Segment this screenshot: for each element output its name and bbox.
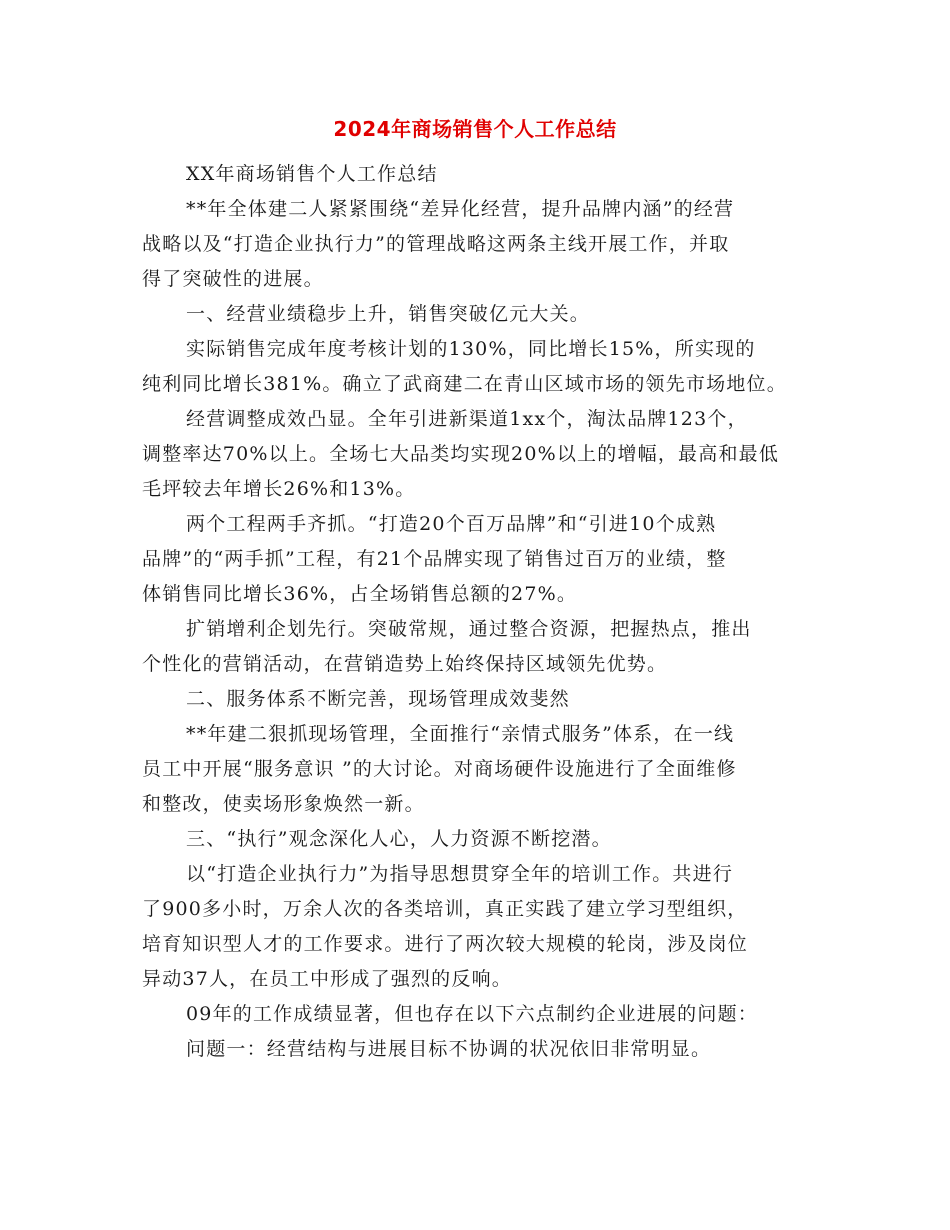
paragraph-line: 扩销增利企划先行。突破常规，通过整合资源，把握热点，推出 [186,618,752,640]
section-heading-3: 三、“执行”观念深化人心，人力资源不断挖潜。 [186,828,612,850]
paragraph-line: 体销售同比增长36%，占全场销售总额的27%。 [142,583,578,605]
paragraph-line: 战略以及“打造企业执行力”的管理战略这两条主线开展工作，并取 [142,233,730,255]
paragraph-line: 毛坪较去年增长26%和13%。 [142,478,416,500]
paragraph-line: 调整率达70%以上。全场七大品类均实现20%以上的增幅，最高和最低 [142,443,780,465]
paragraph-line: 问题一：经营结构与进展目标不协调的状况依旧非常明显。 [186,1038,712,1060]
paragraph-line: 员工中开展“服务意识 ”的大讨论。对商场硬件设施进行了全面维修 [142,758,737,780]
paragraph-line: 和整改，使卖场形象焕然一新。 [142,793,425,815]
paragraph-line: 纯利同比增长381%。确立了武商建二在青山区域市场的领先市场地位。 [142,373,787,395]
paragraph-line: 品牌”的“两手抓”工程，有21个品牌实现了销售过百万的业绩，整 [142,548,727,570]
paragraph-subtitle: XX年商场销售个人工作总结 [186,163,438,185]
document-title: 2024年商场销售个人工作总结 [333,117,617,141]
section-heading-2: 二、服务体系不断完善，现场管理成效斐然 [186,688,570,710]
document-body [142,157,822,1067]
section-heading-1: 一、经营业绩稳步上升，销售突破亿元大关。 [186,303,591,325]
paragraph-line: 得了突破性的进展。 [142,268,324,290]
paragraph-line: **年全体建二人紧紧围绕“差异化经营，提升品牌内涵”的经营 [186,198,735,220]
paragraph-line: 培育知识型人才的工作要求。进行了两次较大规模的轮岗，涉及岗位 [142,933,749,955]
paragraph-line: 了900多小时，万余人次的各类培训，真正实践了建立学习型组织， [142,898,748,920]
paragraph-line: 以“打造企业执行力”为指导思想贯穿全年的培训工作。共进行 [186,863,734,885]
paragraph-line: **年建二狠抓现场管理，全面推行“亲情式服务”体系，在一线 [186,723,735,745]
paragraph-line: 异动37人，在员工中形成了强烈的反响。 [142,968,512,990]
paragraph-line: 09年的工作成绩显著，但也存在以下六点制约企业进展的问题： [186,1003,758,1025]
paragraph-line: 两个工程两手齐抓。“打造20个百万品牌”和“引进10个成熟 [186,513,717,535]
paragraph-line: 经营调整成效凸显。全年引进新渠道1xx个，淘汰品牌123个， [186,408,748,430]
paragraph-line: 实际销售完成年度考核计划的130%，同比增长15%，所实现的 [186,338,756,360]
paragraph-line: 个性化的营销活动，在营销造势上始终保持区域领先优势。 [142,653,668,675]
